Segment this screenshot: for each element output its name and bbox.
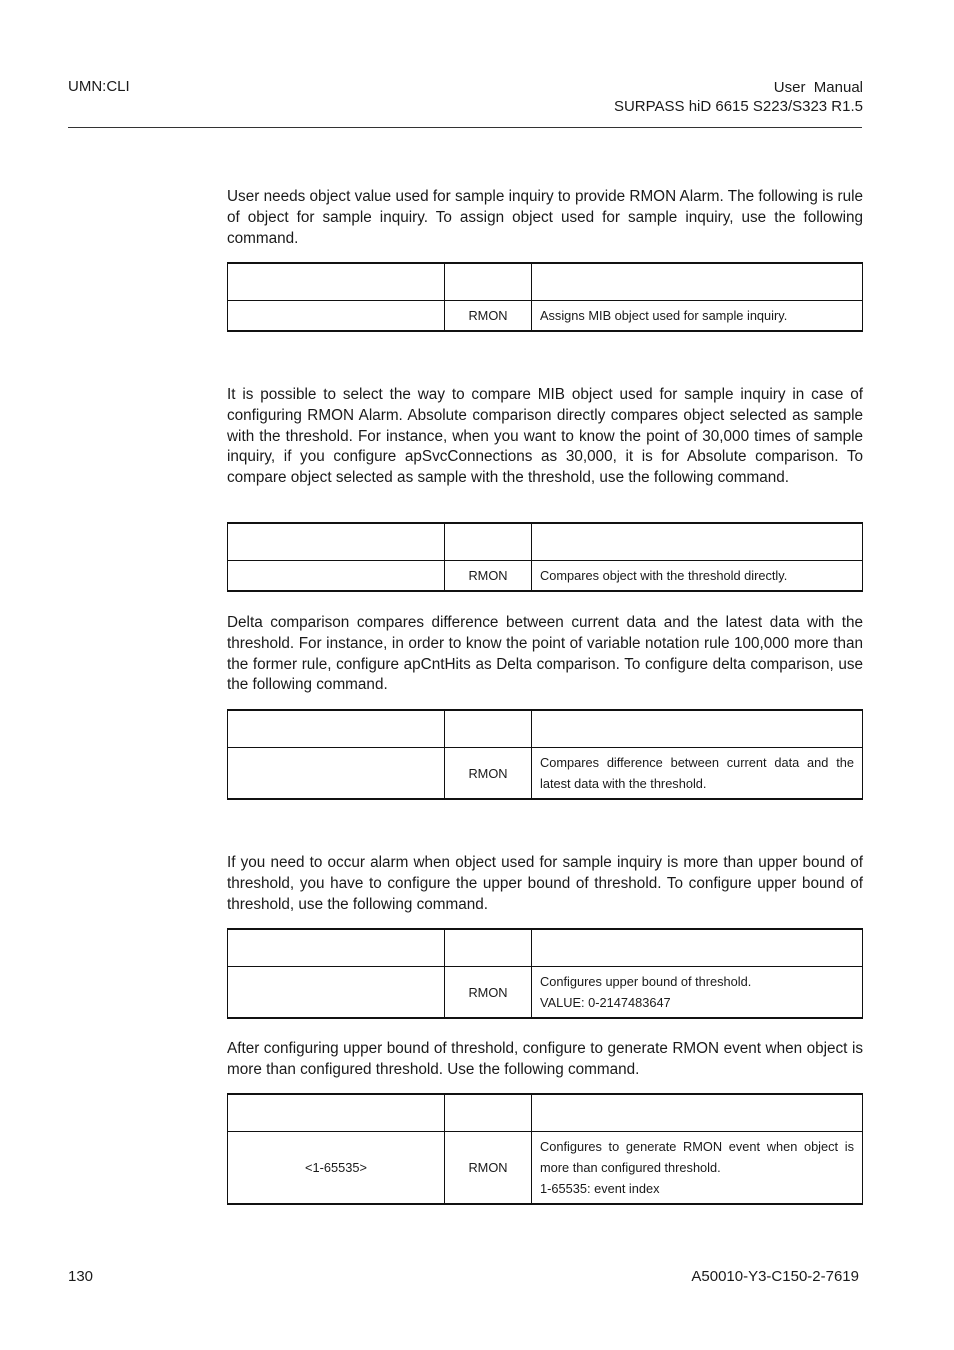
table-header-command bbox=[228, 710, 445, 748]
description-line: Configures upper bound of threshold. bbox=[540, 974, 752, 989]
table-row bbox=[228, 1132, 863, 1205]
table-header-command bbox=[228, 929, 445, 967]
description-line: Compares difference between current data and the latest data with the threshold. bbox=[540, 755, 854, 791]
page-number: 130 bbox=[68, 1268, 94, 1285]
table-header-command bbox=[228, 263, 445, 301]
table-row bbox=[228, 301, 863, 332]
description-line: Configures to generate RMON event when object is more than configured threshold. bbox=[540, 1139, 854, 1175]
table-header-command bbox=[228, 523, 445, 561]
command-cell bbox=[228, 561, 445, 592]
table-header-description bbox=[532, 263, 863, 301]
mode-cell: RMON bbox=[445, 1132, 532, 1205]
table-header-mode bbox=[445, 523, 532, 561]
mode-cell: RMON bbox=[445, 301, 532, 332]
table-header-row bbox=[228, 929, 863, 967]
table-header-description bbox=[532, 710, 863, 748]
paragraph-rising-event: After configuring upper bound of threshold, configure to generate RMON event when object is more than configured threshold. Use the following command. bbox=[227, 1040, 863, 1078]
command-table-sample-object bbox=[227, 262, 863, 332]
table-header-row bbox=[228, 523, 863, 561]
table-header-command bbox=[228, 1094, 445, 1132]
mode-cell: RMON bbox=[445, 748, 532, 800]
table-row bbox=[228, 967, 863, 1019]
table-header-row bbox=[228, 1094, 863, 1132]
description-cell bbox=[532, 748, 863, 800]
description-cell bbox=[532, 1132, 863, 1205]
header-manual-label: User Manual bbox=[773, 79, 863, 96]
header-product-name: SURPASS hiD 6615 S223/S323 R1.5 bbox=[613, 98, 863, 115]
mode-cell: RMON bbox=[445, 561, 532, 592]
description-cell bbox=[532, 301, 863, 332]
table-header-mode bbox=[445, 263, 532, 301]
command-cell bbox=[228, 748, 445, 800]
table-row bbox=[228, 561, 863, 592]
description-line: 1-65535: event index bbox=[540, 1181, 660, 1196]
table-header-mode bbox=[445, 710, 532, 748]
document-id: A50010-Y3-C150-2-7619 bbox=[691, 1268, 859, 1285]
description-line: Compares object with the threshold directly. bbox=[540, 568, 788, 583]
description-cell bbox=[532, 561, 863, 592]
table-row bbox=[228, 748, 863, 800]
paragraph-absolute-comparison: It is possible to select the way to compare MIB object used for sample inquiry in case of configuring RMON Alarm. Absolute comparison directly compares object selected as sample with the threshold. For instance, when you want to know the point of 30,000 times of sample inquiry, if you configure apSvcConnections as 30,000, it is for Absolute comparison. To compare object selected as sample with the threshold, use the following command. bbox=[227, 386, 863, 487]
command-cell bbox=[228, 967, 445, 1019]
header-doc-type: UMN:CLI bbox=[68, 78, 130, 95]
command-table-absolute bbox=[227, 522, 863, 592]
paragraph-delta-comparison: Delta comparison compares difference between current data and the latest data with the threshold. For instance, in order to know the point of variable notation rule 100,000 more than the former rule, configure apCntHits as Delta comparison. To configure delta comparison, use the following command. bbox=[227, 614, 863, 694]
paragraph-upper-bound: If you need to occur alarm when object used for sample inquiry is more than upper bound of threshold, you have to configure the upper bound of threshold. To configure upper bound of threshold, use the following command. bbox=[227, 854, 863, 913]
table-header-description bbox=[532, 523, 863, 561]
table-header-row bbox=[228, 263, 863, 301]
table-header-mode bbox=[445, 1094, 532, 1132]
command-table-rising-event bbox=[227, 1093, 863, 1205]
command-cell: <1-65535> bbox=[228, 1132, 445, 1205]
description-cell bbox=[532, 967, 863, 1019]
description-line: VALUE: 0-2147483647 bbox=[540, 995, 671, 1010]
table-header-mode bbox=[445, 929, 532, 967]
header-title-block bbox=[614, 78, 863, 116]
description-line: Assigns MIB object used for sample inquiry. bbox=[540, 308, 788, 323]
command-table-delta bbox=[227, 709, 863, 800]
command-table-upper-bound bbox=[227, 928, 863, 1019]
mode-cell: RMON bbox=[445, 967, 532, 1019]
table-header-description bbox=[532, 1094, 863, 1132]
paragraph-sample-object: User needs object value used for sample inquiry to provide RMON Alarm. The following is rule of object for sample inquiry. To assign object used for sample inquiry, use the following command. bbox=[227, 188, 863, 247]
header-divider bbox=[68, 127, 862, 128]
table-header-row bbox=[228, 710, 863, 748]
command-cell bbox=[228, 301, 445, 332]
table-header-description bbox=[532, 929, 863, 967]
